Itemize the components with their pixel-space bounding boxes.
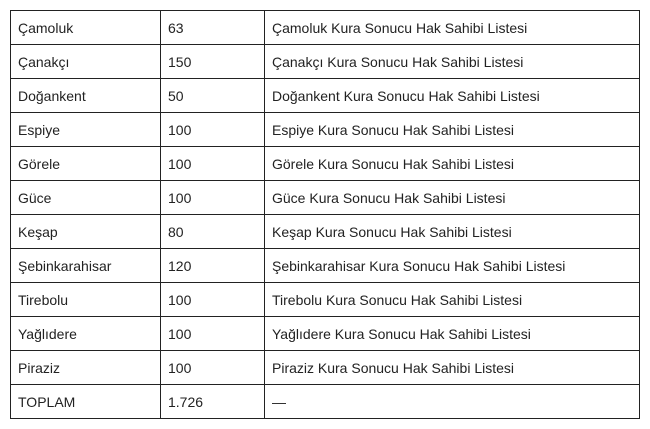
total-quota: 1.726 [161,385,265,419]
district-cell: Yağlıdere [11,317,161,351]
list-cell: Güce Kura Sonucu Hak Sahibi Listesi [265,181,640,215]
list-cell: Keşap Kura Sonucu Hak Sahibi Listesi [265,215,640,249]
list-cell: Şebinkarahisar Kura Sonucu Hak Sahibi Listesi [265,249,640,283]
table-row [11,317,640,351]
quota-cell: 80 [161,215,265,249]
table-row [11,147,640,181]
district-cell: Piraziz [11,351,161,385]
district-cell: Görele [11,147,161,181]
table-row [11,11,640,45]
table-row [11,45,640,79]
quota-cell: 100 [161,113,265,147]
quota-cell: 120 [161,249,265,283]
district-cell: Çanakçı [11,45,161,79]
district-cell: Çamoluk [11,11,161,45]
quota-cell: 100 [161,351,265,385]
table-row [11,215,640,249]
district-cell: Doğankent [11,79,161,113]
total-row [11,385,640,419]
district-cell: Şebinkarahisar [11,249,161,283]
list-cell: Çamoluk Kura Sonucu Hak Sahibi Listesi [265,11,640,45]
list-cell: Piraziz Kura Sonucu Hak Sahibi Listesi [265,351,640,385]
list-cell: Görele Kura Sonucu Hak Sahibi Listesi [265,147,640,181]
quota-cell: 63 [161,11,265,45]
list-cell: Tirebolu Kura Sonucu Hak Sahibi Listesi [265,283,640,317]
list-cell: Yağlıdere Kura Sonucu Hak Sahibi Listesi [265,317,640,351]
district-cell: Tirebolu [11,283,161,317]
table-row [11,351,640,385]
list-cell: Espiye Kura Sonucu Hak Sahibi Listesi [265,113,640,147]
lottery-results-table [10,10,640,419]
district-cell: Keşap [11,215,161,249]
table-row [11,79,640,113]
total-list-cell: — [265,385,640,419]
list-cell: Doğankent Kura Sonucu Hak Sahibi Listesi [265,79,640,113]
quota-cell: 50 [161,79,265,113]
table-row [11,283,640,317]
table-row [11,249,640,283]
district-cell: Espiye [11,113,161,147]
quota-cell: 100 [161,147,265,181]
list-cell: Çanakçı Kura Sonucu Hak Sahibi Listesi [265,45,640,79]
quota-cell: 150 [161,45,265,79]
table-row [11,181,640,215]
table-row [11,113,640,147]
quota-cell: 100 [161,317,265,351]
total-label: TOPLAM [11,385,161,419]
quota-cell: 100 [161,181,265,215]
quota-cell: 100 [161,283,265,317]
district-cell: Güce [11,181,161,215]
